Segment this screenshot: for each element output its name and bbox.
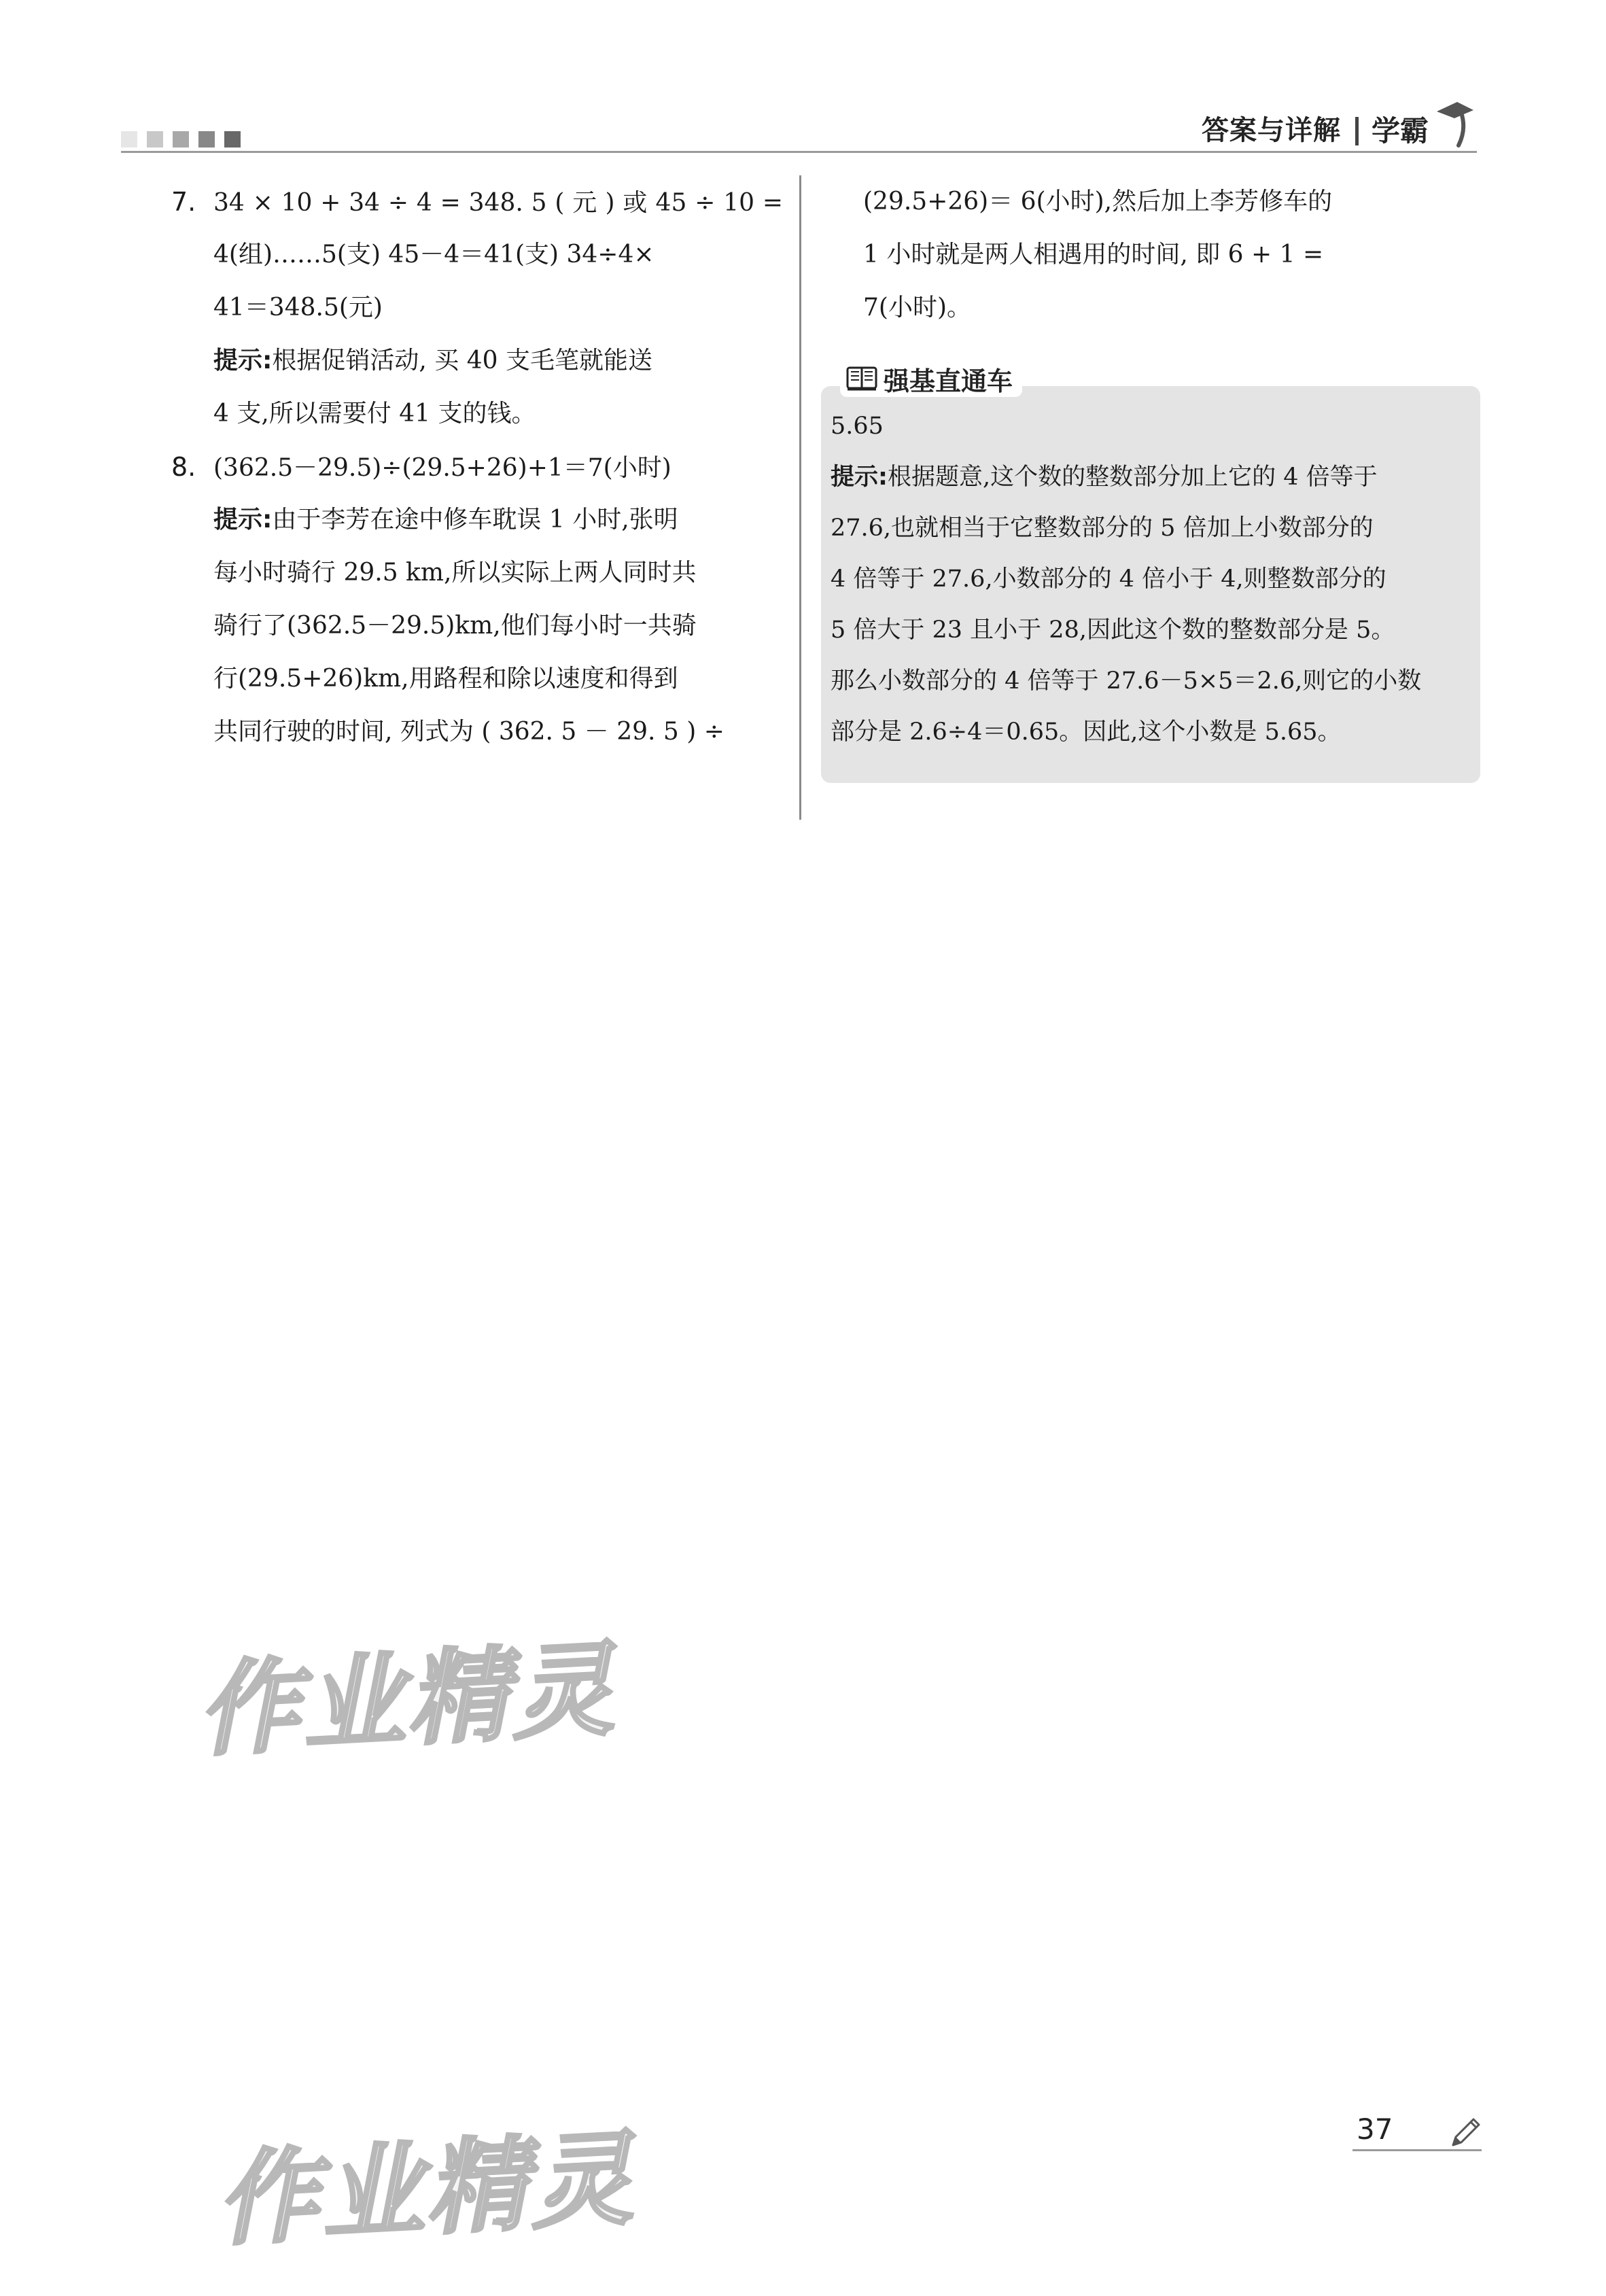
hint-line: 行(29.5+26)km,用路程和除以速度和得到 [213, 665, 678, 693]
box-answer: 5.65 [831, 413, 884, 440]
watermark: 作业精灵 [194, 1630, 619, 1771]
hint-text: 根据促销活动, 买 40 支毛笔就能送 [272, 347, 652, 375]
question-7-line: 4(组)……5(支) 45－4＝41(支) 34÷4× [213, 241, 654, 268]
continuation-line: 7(小时)。 [863, 294, 971, 321]
page-number: 37 [1357, 2112, 1393, 2146]
question-number: 7. [171, 187, 196, 217]
question-8-text: (362.5－29.5)÷(29.5+26)+1＝7(小时) [213, 454, 671, 482]
header-square [147, 131, 163, 147]
hint-line: 部分是 2.6÷4＝0.65。因此,这个小数是 5.65。 [831, 718, 1342, 746]
hint-text: 由于李芳在途中修车耽误 1 小时,张明 [272, 506, 678, 534]
hint-line: 27.6,也就相当于它整数部分的 5 倍加上小数部分的 [831, 515, 1374, 542]
header-brand: 学霸 [1372, 114, 1429, 147]
header-title: 答案与详解 [1202, 115, 1341, 146]
hint-line [831, 452, 1473, 503]
hint-line: 每小时骑行 29.5 km,所以实际上两人同时共 [213, 559, 697, 587]
question-8-line [171, 440, 783, 493]
header-square [198, 131, 215, 147]
header-decoration [121, 131, 241, 147]
column-divider [799, 175, 801, 820]
hint-line: 共同行驶的时间, 列式为 ( 362. 5 － 29. 5 ) ÷ [213, 718, 725, 746]
graduation-cap-icon [1434, 95, 1475, 150]
book-icon [845, 365, 878, 392]
hint-line: 4 支,所以需要付 41 支的钱。 [213, 400, 536, 428]
question-7-line: 41＝348.5(元) [213, 294, 383, 321]
box-content [831, 401, 1473, 758]
question-number: 8. [171, 452, 196, 482]
right-column [821, 175, 1476, 334]
box-title: 强基直通车 [884, 366, 1013, 396]
hint-line: 那么小数部分的 4 倍等于 27.6－5×5＝2.6,则它的小数 [831, 667, 1422, 695]
header-rule [121, 151, 1477, 153]
hint-line [171, 493, 783, 546]
header-square [121, 131, 137, 147]
header-square [173, 131, 189, 147]
watermark: 作业精灵 [213, 2119, 638, 2260]
left-column [171, 175, 783, 759]
question-7-line [171, 175, 783, 228]
header-separator [1355, 117, 1359, 145]
hint-line: 骑行了(362.5－29.5)km,他们每小时一共骑 [213, 612, 697, 640]
hint-label: 提示: [213, 506, 273, 534]
hint-text: 根据题意,这个数的整数部分加上它的 4 倍等于 [888, 464, 1378, 491]
hint-line: 5 倍大于 23 且小于 28,因此这个数的整数部分是 5。 [831, 616, 1395, 644]
box-header [840, 360, 1022, 397]
hint-line: 4 倍等于 27.6,小数部分的 4 倍小于 4,则整数部分的 [831, 566, 1386, 593]
header-square [224, 131, 241, 147]
continuation-line: 1 小时就是两人相遇用的时间, 即 6 + 1 = [863, 241, 1324, 268]
hint-label: 提示: [213, 347, 273, 375]
question-7-text: 34 × 10 + 34 ÷ 4 = 348. 5 ( 元 ) 或 45 ÷ 10 = [213, 189, 783, 217]
continuation-line: (29.5+26)＝ 6(小时),然后加上李芳修车的 [863, 188, 1333, 215]
hint-label: 提示: [831, 464, 888, 491]
hint-line [171, 334, 783, 387]
pencil-icon [1446, 2114, 1484, 2152]
